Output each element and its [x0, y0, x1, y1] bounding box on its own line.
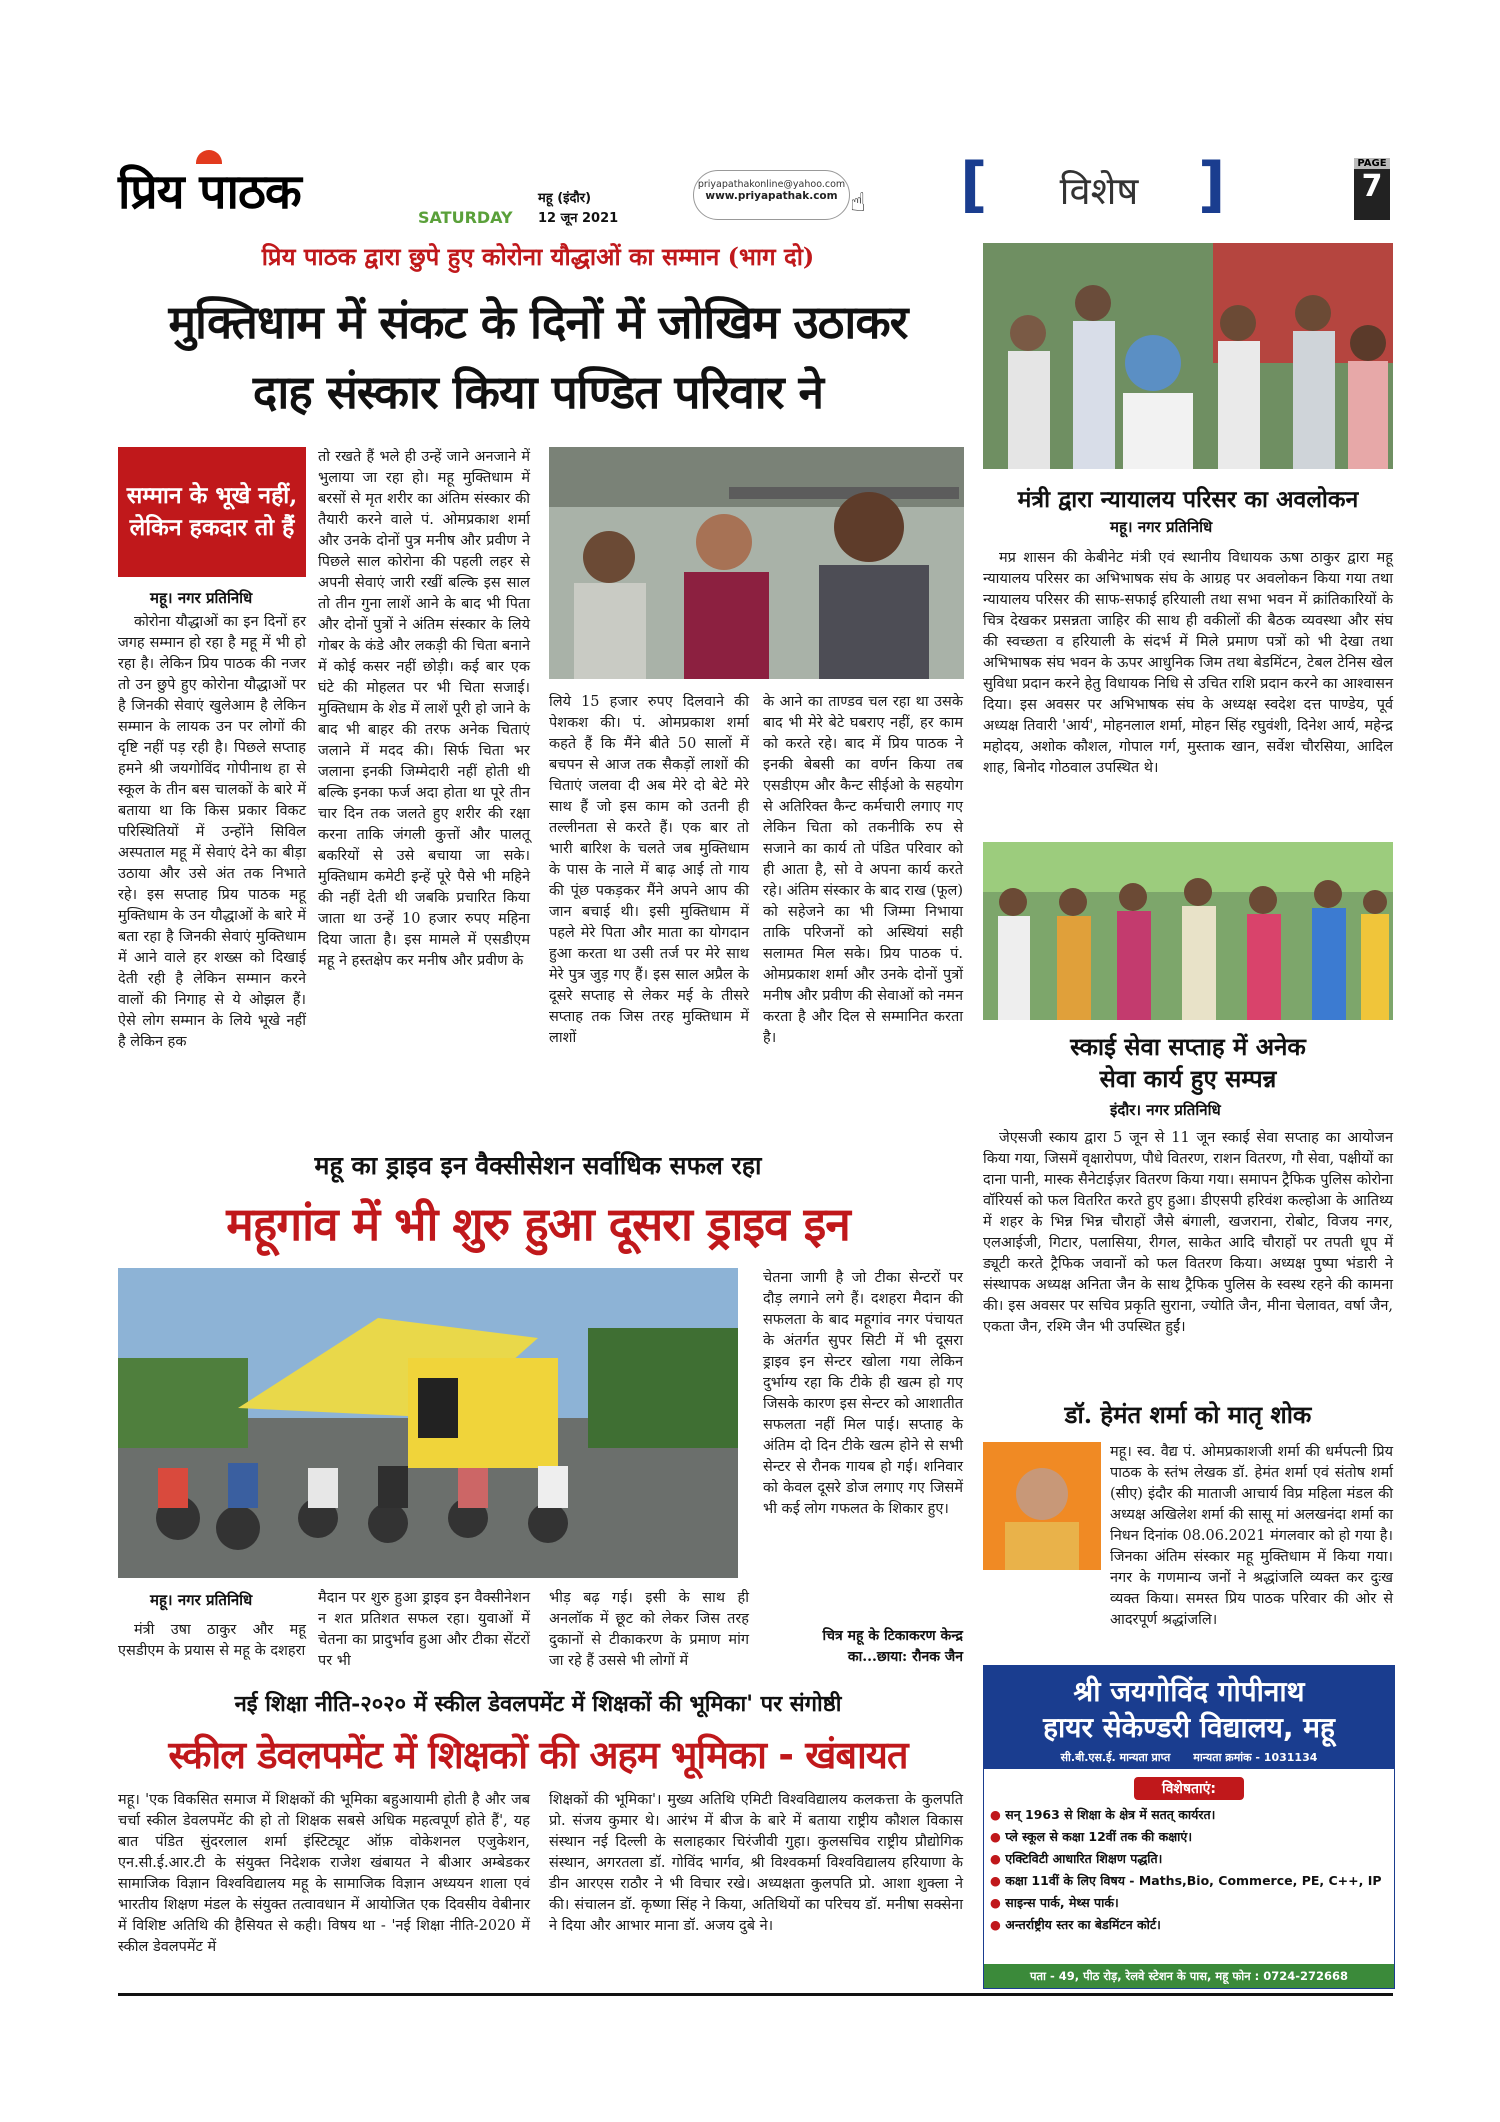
vaccine-column-1 — [118, 1620, 306, 1668]
skill-column-2-text: शिक्षकों की भूमिका'। मुख्य अतिथि एमिटी विश्वविद्यालय कलकत्ता के कुलपति प्रो. संजय कुमार थे। आरंभ में बीज के बारे में बताया राष्ट्रीय कौशल विकास संस्थान नई दिल्ली के सलाहकार चिरंजीवी गुहा। कुलसचिव राष्ट्रीय प्रौद्योगिक संस्थान, अगरतला डॉ. गोविंद भार्गव, श्री विश्वकर्मा विश्वविद्यालय हरियाणा के डीन आरएस राठौर ने भी विचार रखे। अध्यक्षता कुलपति प्रो. आशा शुक्ला ने की। संचालन डॉ. कृष्णा सिंह ने किया, अतिथियों का परिचय डॉ. मनीषा सक्सेना ने दिया और आभार माना डॉ. अजय दुबे ने। — [549, 1792, 963, 1934]
school-ad-address: पता - 49, पीठ रोड़, रेलवे स्टेशन के पास, महू फोन : 0724-272668 — [984, 1964, 1394, 1988]
school-ad-title-1: श्री जयगोविंद गोपीनाथ — [1073, 1675, 1305, 1708]
school-ad-affiliation: सी.बी.एस.ई. मान्यता प्राप्त मान्यता क्रमांक - 1031134 — [1060, 1751, 1318, 1764]
sky-photo-image — [983, 842, 1393, 1020]
sky-photo — [983, 842, 1393, 1020]
lead-red-box-text: सम्मान के भूखे नहीं, लेकिन हकदार तो हैं — [126, 482, 298, 541]
lead-headline-line1: मुक्तिधाम में संकट के दिनों में जोखिम उठाकर — [168, 295, 908, 349]
vaccine-column-4-text: चेतना जागी है जो टीका सेन्टरों पर दौड़ लगाने लगे हैं। दशहरा मैदान की सफलता के बाद महूगांव नगर पंचायत के अंतर्गत सुपर सिटी में भी दूसरा ड्राइव इन सेन्टर खोला गया लेकिन दुर्भाग्य रहा कि टीके ही खत्म हो गए जिसके कारण इस सेन्टर को आशातीत सफलता नहीं मिल पाई। सप्ताह के अंतिम दो दिन टीके खत्म होने से सभी सेन्टर से रौनक गायब हो गई। शनिवार को केवल दूसरे डोज लगाए गए जिसमें भी कई लोग गफलत के शिकार हुए। — [763, 1270, 963, 1517]
issue-place: महू (इंदौर) — [538, 191, 592, 206]
sky-headline-line1: स्काई सेवा सप्ताह में अनेक — [1070, 1032, 1306, 1061]
newspaper-logo: प्रिय पाठक — [118, 164, 301, 220]
lead-kicker: प्रिय पाठक द्वारा छुपे हुए कोरोना यौद्धाओं का सम्मान (भाग दो) — [261, 242, 815, 271]
masthead — [118, 150, 1393, 230]
skill-column-1 — [118, 1790, 530, 1980]
vaccine-photo-caption: चित्र महू के टिकाकरण केन्द्र का...छाया: रौनक जैन — [822, 1628, 963, 1665]
school-ad — [983, 1665, 1395, 1989]
vaccine-column-2 — [318, 1588, 530, 1672]
vaccine-column-2-text: मैदान पर शुरु हुआ ड्राइव इन वैक्सीनेशन न शत प्रतिशत सफल रहा। युवाओं में चेतना का प्रादुर्भाव हुआ और टीका सेंटरों पर भी — [318, 1590, 530, 1669]
contact-website: www.priyapathak.com — [705, 190, 838, 202]
court-photo-image — [983, 243, 1393, 469]
vaccine-column-3-text: भीड़ बढ़ गई। इसी के साथ ही अनलॉक में छूट को लेकर जिस तरह दुकानों से टीकाकरण के प्रमाण मांग जा रहे हैं उससे भी लोगों में — [549, 1590, 749, 1669]
obit-photo-image — [983, 1442, 1101, 1570]
school-ad-features-label: विशेषताएं: — [1134, 1777, 1244, 1800]
lead-photo — [549, 447, 964, 679]
school-ad-feature: ● सन् 1963 से शिक्षा के क्षेत्र में सतत् कार्यरत। — [990, 1804, 1394, 1826]
page-bottom-rule — [118, 1993, 1393, 1996]
section-title: विशेष — [1059, 169, 1139, 213]
lead-column-4 — [763, 692, 963, 1132]
page-label: PAGE — [1354, 158, 1390, 169]
issue-date: 12 जून 2021 — [538, 211, 619, 226]
obit-story — [1110, 1442, 1393, 1628]
vaccine-column-4 — [763, 1268, 963, 1618]
lead-red-box — [118, 447, 306, 577]
lead-column-1-text: कोरोना यौद्धाओं का इन दिनों हर जगह सम्मान हो रहा है महू में भी हो रहा है। लेकिन प्रिय पाठक की नजर तो उन छुपे हुए कोरोना यौद्धाओं पर है जिनकी सेवाएं खुलेआम है लेकिन सम्मान के लायक उन पर लोगों की दृष्टि नहीं पड़ रही है। पिछले सप्ताह हमने श्री जयगोविंद गोपीनाथ हा से स्कूल के तीन बस चालकों के बारे में बताया था कि किस प्रकार विकट परिस्थितियों में उन्होंने सिविल अस्पताल महू में सेवाएं देने का बीड़ा उठाया और उसे अंत तक निभाते रहे। इस सप्ताह प्रिय पाठक महू मुक्तिधाम के उन यौद्धाओं के बारे में बता रहा है जिनकी सेवाएं मुक्तिधाम में आने वाले हर शख्स को दिखाई देती रही है लेकिन सम्मान करने वालों की निगाह से ये ओझल हैं। ऐसे लोग सम्मान के लिये भूखे नहीं है लेकिन हक — [118, 614, 306, 1050]
vaccine-photo — [118, 1268, 738, 1578]
skill-headline: स्कील डेवलपमेंट में शिक्षकों की अहम भूमिका - खंबायत — [168, 1733, 908, 1777]
section-right-bracket-icon: ] — [1198, 150, 1226, 220]
obit-headline: डॉ. हेमंत शर्मा को मातृ शोक — [1064, 1400, 1312, 1429]
vaccine-kicker: महू का ड्राइव इन वैक्सीसेशन सर्वाधिक सफल रहा — [314, 1151, 762, 1180]
page-tag — [1354, 158, 1390, 220]
sky-story — [983, 1128, 1393, 1388]
vaccine-photo-image — [118, 1268, 738, 1578]
sky-story-text: जेएसजी स्काय द्वारा 5 जून से 11 जून स्काई सेवा सप्ताह का आयोजन किया गया, जिसमें वृक्षारोपण, पौधे वितरण, राशन वितरण, गौ सेवा, पक्षीयों का दाना पानी, मास्क सैनेटाईज़र वितरण किया गया। समापन ट्रैफिक पुलिस कोरोना वॉरियर्स को फल वितरित करते हुए हुआ। डीएसपी हरिवंश कल्होआ के आतिथ्य में शहर के भिन्न भिन्न चौराहों जैसे बंगाली, खजराना, रोबोट, विजय नगर, एलआईजी, गिटार, पलासिया, रीगल, साकेत आदि चौराहों पर तपती धूप में ड्यूटी करते ट्रैफिक जवानों को फल वितरण किया। अध्यक्ष पुष्पा भंडारी ने संस्थापक अध्यक्ष अनिता जैन के साथ ट्रैफिक पुलिस के स्वस्थ रहने की कामना की। इस अवसर पर सचिव प्रकृति सुराना, ज्योति जैन, मीना चेलावत, वर्षा जैन, एकता जैन, रश्मि जैन भी उपस्थित हुईं। — [983, 1130, 1393, 1335]
lead-photo-image — [549, 447, 964, 679]
school-ad-feature: ● साइन्स पार्क, मेथ्स पार्क। — [990, 1892, 1394, 1914]
logo-sun-icon — [196, 150, 222, 164]
page-number: 7 — [1361, 169, 1383, 204]
lead-byline: महू। नगर प्रतिनिधि — [150, 589, 253, 607]
court-byline: महू। नगर प्रतिनिधि — [1110, 518, 1213, 536]
vaccine-byline: महू। नगर प्रतिनिधि — [150, 1591, 253, 1609]
school-ad-features — [984, 1804, 1394, 1936]
court-story — [983, 548, 1393, 833]
court-photo — [983, 243, 1393, 469]
school-ad-feature: ● एक्टिविटी आधारित शिक्षण पद्धति। — [990, 1848, 1394, 1870]
sky-headline-line2: सेवा कार्य हुए सम्पन्न — [1099, 1064, 1277, 1093]
lead-headline-line2: दाह संस्कार किया पण्डित परिवार ने — [252, 365, 824, 419]
obit-story-text: महू। स्व. वैद्य पं. ओमप्रकाशजी शर्मा की धर्मपत्नी प्रिय पाठक के स्तंभ लेखक डॉ. हेमंत शर्मा एवं संतोष शर्मा (सीए) इंदौर की माताजी आचार्य विप्र महिला मंडल की अध्यक्ष अखिलेश शर्मा की सासू मां अलखनंदा शर्मा का निधन दिनांक 08.06.2021 मंगलवार को हो गया है। जिनका अंतिम संस्कार महू मुक्तिधाम में किया गया। नगर के गणमान्य जनों ने श्रद्धांजलि व्यक्त कर दुःख व्यक्त किया। समस्त प्रिय पाठक परिवार की ओर से आदरपूर्ण श्रद्धांजलि। — [1110, 1444, 1393, 1628]
issue-day: SATURDAY — [418, 208, 513, 227]
lead-column-3 — [549, 692, 749, 1132]
lead-column-1 — [118, 612, 306, 1132]
court-caption: मंत्री द्वारा न्यायालय परिसर का अवलोकन — [1017, 486, 1359, 513]
obit-photo — [983, 1442, 1101, 1570]
vaccine-headline: महूगांव में भी शुरु हुआ दूसरा ड्राइव इन — [226, 1197, 850, 1251]
skill-column-2 — [549, 1790, 963, 1980]
lead-column-2-text: तो रखते हैं भले ही उन्हें जाने अनजाने में भुलाया जा रहा हो। महू मुक्तिधाम में बरसों से मृत शरीर का अंतिम संस्कार की तैयारी करने वाले पं. ओमप्रकाश शर्मा और उनके दोनों पुत्र मनीष और प्रवीण ने पिछले साल कोरोना की पहली लहर से अपनी सेवाएं जारी रखीं बल्कि इस साल तो तीन गुना लाशें आने के बाद भी पिता और दोनों पुत्रों ने अंतिम संस्कार के लिये गोबर के कंडे और लकड़ी की चिता बनाने में कोई कसर नहीं छोड़ी। कई बार एक घंटे की मोहलत पर भी चिता सजाई। मुक्तिधाम के शेड में लाशें पूरी हो जाने के बाद भी बाहर की तरफ अनेक चिताएं जलाने में मदद की। सिर्फ चिता भर जलाना इनकी जिम्मेदारी नहीं होती थी बल्कि इनका फर्ज अदा होता था पूरे तीन चार दिन तक जलते हुए शरीर की रक्षा करना ताकि जंगली कुत्तों और पालतू बकरियों से उसे बचाया जा सके। मुक्तिधाम कमेटी इन्हें पूरे पैसे भी महिने की नहीं देती थी जबकि प्रचारित किया जाता था उन्हें 10 हजार रुपए महिना दिया जाता है। इस मामले में एसडीएम महू ने हस्तक्षेप कर मनीष और प्रवीण के — [318, 449, 530, 969]
court-story-text: मप्र शासन की केबीनेट मंत्री एवं स्थानीय विधायक ऊषा ठाकुर द्वारा महू न्यायालय परिसर का अभिभाषक संघ के आग्रह पर अवलोकन किया गया तथा न्यायालय परिसर की साफ-सफाई हरियाली तथा सभा भवन में क्रांतिकारियों के चित्र देखकर प्रसन्नता जाहिर की साथ ही वकीलों की बैठक व्यवस्था और संघ की स्वच्छता व हरियाली के संदर्भ में मिले प्रमाण पत्रों को भी देखा तथा अभिभाषक संघ भवन के ऊपर आधुनिक जिम तथा बेडमिंटन, टेबल टेनिस खेल सुविधा प्रदान करने हेतु विधायक निधि से उचित राशि प्रदान करने का आश्वासन दिया। इस अवसर पर अभिभाषक संघ के अध्यक्ष स्वदेश दत्त पाण्डेय, पूर्व अध्यक्ष तिवारी 'आर्य', मोहनलाल शर्मा, मोहन सिंह रघुवंशी, दिनेश आर्य, महेन्द्र महोदय, अशोक कौशल, गोपाल गर्ग, मुस्ताक खान, सर्वेश चौरसिया, आदिल शाह, बिनोद गोठवाल उपस्थित थे। — [983, 550, 1393, 776]
contact-badge — [693, 170, 850, 220]
school-ad-feature: ● प्ले स्कूल से कक्षा 12वीं तक की कक्षाएं। — [990, 1826, 1394, 1848]
lead-column-2 — [318, 447, 530, 1132]
lead-column-3-text: लिये 15 हजार रुपए दिलवाने की पेशकश की। पं. ओमप्रकाश शर्मा कहते हैं कि मैंने बीते 50 सालों में बचपन से आज तक सैकड़ों लाशों की चिताएं जलवा दी अब मेरे दो बेटे मेरे साथ हैं जो इस काम को उतनी ही तल्लीनता से करते हैं। एक बार तो भारी बारिश के चलते जब मुक्तिधाम के पास के नाले में बाढ़ आई तो गाय की पूंछ पकड़कर मैंने अपने आप की जान बचाई थी। इसी मुक्तिधाम में पहले मेरे पिता और माता का योगदान हुआ करता था उसी तर्ज पर मेरे साथ मेरे पुत्र जुड़ गए हैं। इस साल अप्रैल के दूसरे सप्ताह से लेकर मई के तीसरे सप्ताह तक जिस तरह मुक्तिधाम में लाशों — [549, 694, 749, 1046]
lead-column-4-text: के आने का ताण्डव चल रहा था उसके बाद भी मेरे बेटे घबराए नहीं, हर काम को करते रहे। बाद में प्रिय पाठक ने इनकी बेबसी का वर्णन किया तब एसडीएम और कैन्ट सीईओ के सहयोग से अतिरिक्त कैन्ट कर्मचारी लगाए गए लेकिन चिता को तकनीकि रुप से सजाने का कार्य तो पंडित परिवार को ही आता है, सो वे अपना कार्य करते रहे। अंतिम संस्कार के बाद राख (फूल) को सहेजने का भी जिम्मा निभाया ताकि परिजनों को अस्थियां सही सलामत मिल सके। प्रिय पाठक पं. ओमप्रकाश शर्मा और उनके दोनों पुत्रों मनीष और प्रवीण की सेवाओं को नमन करता है और दिल से सम्मानित करता है। — [763, 694, 963, 1046]
school-ad-feature: ● अन्तर्राष्ट्रीय स्तर का बेडमिंटन कोर्ट। — [990, 1914, 1394, 1936]
sky-byline: इंदौर। नगर प्रतिनिधि — [1110, 1101, 1221, 1119]
section-left-bracket-icon: [ — [960, 150, 988, 220]
pointer-hand-icon: ☝ — [850, 188, 866, 218]
skill-kicker: नई शिक्षा नीति-२०२० में स्कील डेवलपमेंट में शिक्षकों की भूमिका' पर संगोष्ठी — [234, 1691, 842, 1717]
skill-column-1-text: महू। 'एक विकसित समाज में शिक्षकों की भूमिका बहुआयामी होती है और जब चर्चा स्कील डेवलपमेंट की हो तो शिक्षक सबसे अधिक महत्वपूर्ण होते हैं', यह बात पंडित सुंदरलाल शर्मा इंस्टिट्यूट ऑफ़ वोकेशनल एजुकेशन, एन.सी.ई.आर.टी के संयुक्त निदेशक राजेश खंबायत ने बीआर अम्बेडकर सामाजिक विज्ञान विश्वविद्यालय महू के सामाजिक विज्ञान अध्ययन शाला एवं भारतीय शिक्षण मंडल के संयुक्त तत्वावधान में आयोजित एक दिवसीय वेबीनार में विशिष्ट अतिथि की हैसियत से कही। विषय था - 'नई शिक्षा नीति-2020 में स्कील डेवलपमेंट में — [118, 1792, 530, 1955]
vaccine-column-3 — [549, 1588, 749, 1672]
school-ad-header — [984, 1666, 1394, 1769]
contact-email: priyapathakonline@yahoo.com — [697, 179, 846, 190]
school-ad-title-2: हायर सेकेण्डरी विद्यालय, महू — [1043, 1711, 1335, 1744]
school-ad-feature: ● कक्षा 11वीं के लिए विषय - Maths,Bio, Commerce, PE, C++, IP — [990, 1870, 1394, 1892]
vaccine-column-1-text: मंत्री उषा ठाकुर और महू एसडीएम के प्रयास से महू के दशहरा — [118, 1622, 306, 1659]
